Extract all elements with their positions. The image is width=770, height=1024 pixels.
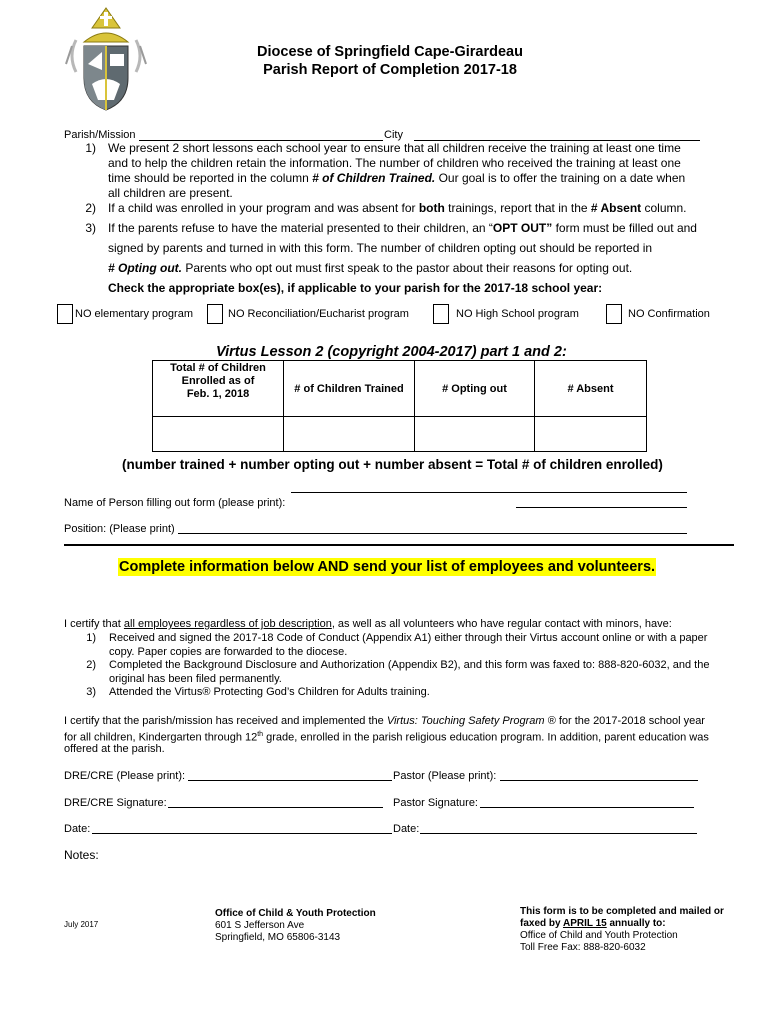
title-line-1: Diocese of Springfield Cape-Girardeau: [257, 44, 523, 60]
checkbox-no-confirmation[interactable]: [606, 304, 622, 324]
cell-children-trained[interactable]: [284, 417, 415, 452]
footer-mail-instructions: [520, 906, 724, 954]
text-italic: Virtus: Touching Safety Program ®: [386, 715, 556, 727]
item-text: original has been filed permanently.: [109, 673, 282, 685]
mail-instruction-line: Office of Child and Youth Protection: [520, 930, 678, 941]
dre-print-label: DRE/CRE (Please print):: [64, 770, 186, 782]
text-emphasis: # of Children Trained.: [312, 171, 436, 185]
name-field[interactable]: [516, 507, 687, 508]
parish-label: Parish/Mission: [64, 129, 136, 141]
formula-text: (number trained + number opting out + number absent = Total # of children enrolled): [122, 457, 663, 472]
cell-total-enrolled[interactable]: [153, 417, 284, 452]
text-underlined: all employees regardless of job description: [123, 618, 332, 630]
certify-program-line-1: [64, 714, 705, 728]
text: trainings, report that in the: [444, 201, 591, 215]
instruction-1-line-4: all children are present.: [108, 186, 233, 200]
item-text: copy. Paper copies are forwarded to the diocese.: [109, 646, 348, 658]
text: for all children, Kindergarten through 12: [64, 731, 258, 744]
dre-signature-label: DRE/CRE Signature:: [64, 797, 167, 809]
document-title: [230, 43, 550, 79]
item-number: 3): [86, 686, 96, 698]
instruction-number: 2): [85, 201, 96, 215]
text-emphasis: # Opting out.: [108, 261, 182, 275]
checkbox-no-high-school[interactable]: [433, 304, 449, 324]
footer-date: July 2017: [64, 920, 99, 929]
text: for the 2017-2018 school year: [555, 715, 705, 727]
dre-signature-field[interactable]: [168, 807, 383, 808]
instruction-3-line-2: signed by parents and turned in with this form. The number of children opting out should be reported in: [108, 241, 653, 255]
mail-instruction-line: Toll Free Fax: 888-820-6032: [520, 942, 646, 953]
checkbox-no-elementary[interactable]: [57, 304, 73, 324]
item-number: 1): [86, 632, 96, 644]
instruction-1-line-2: and to help the children retain the information. The number of children who received the training at least one: [108, 156, 681, 170]
item-number: 2): [86, 659, 96, 671]
header-text: Total # of Children: [170, 362, 266, 374]
text-emphasis: both: [418, 201, 445, 215]
office-address-line: Springfield, MO 65806-3143: [215, 932, 341, 943]
position-label: Position: (Please print): [64, 523, 175, 535]
pastor-signature-field[interactable]: [480, 807, 694, 808]
instruction-1-line-3: [108, 171, 685, 186]
title-line-2: Parish Report of Completion 2017-18: [263, 62, 517, 78]
notes-label: Notes:: [64, 848, 99, 862]
text: column.: [641, 201, 687, 215]
text: form must be filled out and: [552, 221, 697, 235]
pastor-print-field[interactable]: [500, 780, 698, 781]
check-heading: Check the appropriate box(es), if applicable to your parish for the 2017-18 school year:: [108, 281, 603, 295]
header-text: Enrolled as of: [181, 375, 255, 387]
instruction-number: 1): [85, 141, 96, 155]
office-address-line: 601 S Jefferson Ave: [215, 920, 305, 931]
dre-date-field[interactable]: [92, 833, 392, 834]
diocese-coat-of-arms: [62, 6, 150, 114]
table-row: [153, 417, 647, 452]
mail-instruction-line: This form is to be completed and mailed or: [520, 906, 724, 917]
checkbox-label: NO elementary program: [75, 308, 193, 320]
pastor-signature-label: Pastor Signature:: [393, 797, 478, 809]
checkbox-no-reconciliation[interactable]: [207, 304, 223, 324]
virtus-report-table: [152, 360, 647, 452]
text: Parents who opt out must first speak to the pastor about their reasons for opting out.: [182, 261, 633, 275]
checkbox-label: NO Confirmation: [628, 308, 710, 320]
checkbox-label: NO High School program: [456, 308, 579, 320]
header-children-trained: # of Children Trained: [284, 361, 415, 417]
header-absent: # Absent: [535, 361, 647, 417]
instruction-1-line-1: We present 2 short lessons each school year to ensure that all children receive the training at least one time: [108, 141, 681, 155]
text: , as well as all volunteers who have regular contact with minors, have:: [331, 618, 672, 630]
text: I certify that the parish/mission has received and implemented the: [64, 715, 387, 727]
text: faxed by: [520, 918, 563, 929]
text-emphasis: OPT OUT”: [492, 221, 553, 235]
text: time should be reported in the column: [108, 171, 313, 185]
checkbox-label: NO Reconciliation/Eucharist program: [228, 308, 409, 320]
footer-office-address: [215, 908, 376, 944]
pastor-date-field[interactable]: [420, 833, 697, 834]
text: Our goal is to offer the training on a date when: [435, 171, 686, 185]
dre-print-field[interactable]: [188, 780, 392, 781]
cell-absent[interactable]: [535, 417, 647, 452]
table-header-row: [153, 361, 647, 417]
text: If a child was enrolled in your program and was absent for: [108, 201, 419, 215]
item-text: Received and signed the 2017-18 Code of Conduct (Appendix A1) either through their Virtus account online or with a paper: [109, 632, 708, 644]
pastor-date-label: Date:: [393, 823, 420, 835]
office-name: Office of Child & Youth Protection: [215, 908, 376, 919]
name-field-upper-line: [291, 492, 687, 493]
certify-employees-intro: [64, 617, 672, 631]
header-opting-out: # Opting out: [415, 361, 535, 417]
header-text: Feb. 1, 2018: [186, 388, 250, 400]
certify-program-line-3: offered at the parish.: [64, 743, 165, 755]
text: grade, enrolled in the parish religious education program. In addition, parent education was: [263, 731, 709, 744]
city-label: City: [384, 129, 403, 141]
cell-opting-out[interactable]: [415, 417, 535, 452]
item-text: Completed the Background Disclosure and Authorization (Appendix B2), and this form was faxed to: 888-820-6032, and the: [109, 659, 710, 671]
text: annually to:: [606, 918, 666, 929]
position-field[interactable]: [178, 533, 687, 534]
name-label: Name of Person filling out form (please print):: [64, 497, 286, 509]
instruction-number: 3): [85, 221, 96, 235]
highlighted-notice: Complete information below AND send your list of employees and volunteers.: [119, 559, 656, 575]
item-text: Attended the Virtus® Protecting God’s Children for Adults training.: [109, 686, 430, 698]
superscript: th: [257, 731, 264, 738]
dre-date-label: Date:: [64, 823, 91, 835]
header-total-enrolled: [153, 361, 284, 417]
text: If the parents refuse to have the material presented to their children, an “: [108, 221, 493, 235]
text-emphasis: # Absent: [590, 201, 642, 215]
text: I certify that: [64, 618, 124, 630]
text-underlined: APRIL 15: [562, 918, 607, 929]
section-divider: [64, 544, 734, 546]
virtus-heading: Virtus Lesson 2 (copyright 2004-2017) part 1 and 2:: [216, 344, 567, 360]
pastor-print-label: Pastor (Please print):: [393, 770, 497, 782]
